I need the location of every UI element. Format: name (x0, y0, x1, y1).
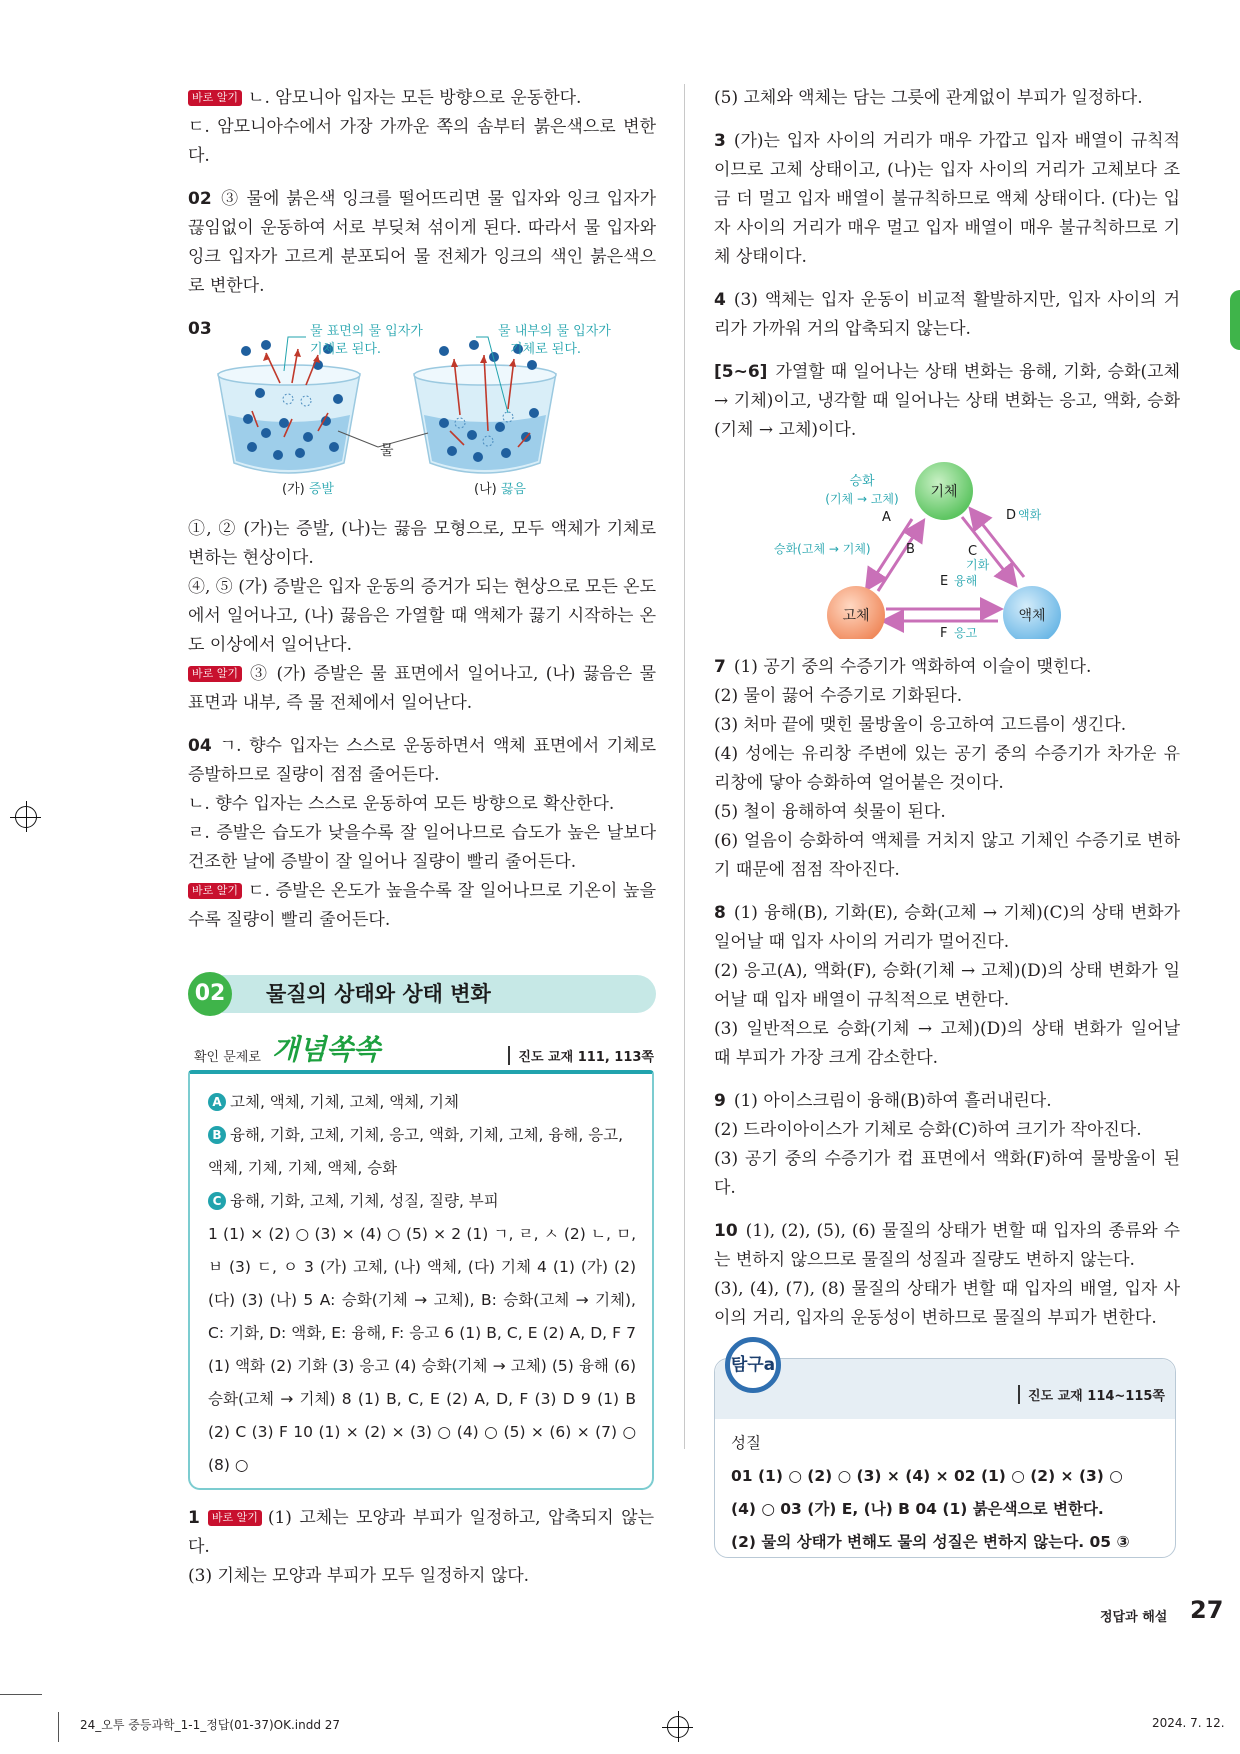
q3-paragraph: 3 (가)는 입자 사이의 거리가 매우 가깝고 입자 배열이 규칙적이므로 고체 상태이고, (나)는 입자 사이의 거리가 고체보다 조금 더 멀고 입자 배열이 불규칙하므로 액체 상태이다. (다)는 입자 사이의 거리가 매우 멀고 입자 배열이 매우 불규칙하므로 기체 상태이다. (714, 131, 1180, 267)
concept-answer-box (188, 1070, 654, 1490)
q02-paragraph: 02 ③ 물에 붉은색 잉크를 떨어뜨리면 물 입자와 잉크 입자가 끊임없이 운동하여 서로 부딪쳐 섞이게 된다. 따라서 물 입자와 잉크 입자가 고르게 분포되어 물 전체가 잉크의 색인 붉은색으로 변한다. (188, 189, 656, 296)
label-inner: 물 내부의 물 입자가 (498, 324, 611, 339)
caption-b: 끓음 (500, 482, 526, 497)
vaporization-label: 기화 (966, 558, 990, 572)
q1-line-2: (3) 기체는 모양과 부피가 모두 일정하지 않다. (188, 1566, 530, 1586)
sublimation-deposition-detail: (기체 → 고체) (825, 492, 899, 506)
q7-line-2: (2) 물이 끓어 수증기로 기화된다. (714, 686, 963, 706)
inquiry-title: 성질 (731, 1434, 761, 1452)
inquiry-magnifier-icon: 탐구a (725, 1337, 781, 1393)
section-title-text: 물질의 상태와 상태 변화 (266, 982, 491, 1006)
label-surface: 물 표면의 물 입자가 (310, 324, 423, 339)
caption-b-prefix: (나) (474, 482, 501, 497)
q10-paragraph-2: (3), (4), (7), (8) 물질의 상태가 변할 때 입자의 배열, 입자 사이의 거리, 입자의 운동성이 변하므로 물질의 부피가 변한다. (714, 1279, 1180, 1328)
q03-paragraph-3: 바로 알기 ③ (가) 증발은 물 표면에서 일어나고, (나) 끓음은 물 표면과 내부, 즉 물 전체에서 일어난다. (188, 664, 656, 713)
correction-badge: 바로 알기 (208, 1510, 262, 1526)
label-water: 물 (380, 443, 394, 459)
q7-line-3: (3) 처마 끝에 맺힌 물방울이 응고하여 고드름이 생긴다. (714, 715, 1127, 735)
letter-d: D (1006, 508, 1017, 523)
letter-f: F (940, 626, 948, 639)
q8-line-3: (3) 일반적으로 승화(기체 → 고체)(D)의 상태 변화가 일어날 때 부피가 가장 크게 감소한다. (714, 1019, 1180, 1068)
caption-a-prefix: (가) (282, 482, 309, 497)
melting-label: 융해 (954, 574, 978, 588)
q4-paragraph: 4 (3) 액체는 입자 운동이 비교적 활발하지만, 입자 사이의 거리가 가까워 거의 압축되지 않는다. (714, 290, 1180, 339)
label-b-badge: B (208, 1126, 226, 1144)
q7-line-1: 7 (1) 공기 중의 수증기가 액화하여 이슬이 맺힌다. (714, 657, 1092, 677)
q8-line-2: (2) 응고(A), 액화(F), 승화(기체 → 고체)(D)의 상태 변화가 일어날 때 입자 배열이 규칙적으로 변한다. (714, 961, 1180, 1010)
q04-paragraph-1: 04 ㄱ. 향수 입자는 스스로 운동하면서 액체 표면에서 기체로 증발하므로 질량이 점점 줄어든다. (188, 736, 656, 785)
concept-row-b: B 융해, 기화, 고체, 기체, 응고, 액화, 기체, 고체, 융해, 응고, 액체, 기체, 기체, 액체, 승화 (208, 1126, 624, 1177)
left-column (188, 84, 656, 935)
q03-number: 03 (188, 319, 212, 339)
freezing-label: 응고 (954, 626, 978, 639)
caption-a: 증발 (308, 482, 334, 497)
inquiry-box (714, 1355, 1176, 1558)
inquiry-body (731, 1427, 1161, 1559)
inquiry-line-2: (4) ○ 03 (가) E, (나) B 04 (1) 붉은색으로 변한다. (731, 1500, 1104, 1518)
q9-line-3: (3) 공기 중의 수증기가 컵 표면에서 액화(F)하여 물방울이 된다. (714, 1149, 1180, 1198)
q03-figure (188, 315, 656, 501)
inquiry-line-3: (2) 물의 상태가 변해도 물의 성질은 변하지 않는다. 05 ③ (731, 1533, 1130, 1551)
concept-row-a: A 고체, 액체, 기체, 고체, 액체, 기체 (208, 1086, 636, 1119)
section-number: 02 (188, 972, 232, 1016)
concept-header-small: 확인 문제로 (194, 1050, 261, 1065)
q03-paragraph-1: ①, ② (가)는 증발, (나)는 끓음 모형으로, 모두 액체가 기체로 변하는 현상이다. (188, 519, 656, 568)
print-file-name: 24_오투 중등과학_1-1_정답(01-37)OK.indd 27 (80, 1718, 341, 1732)
concept-header-big: 개념쏙쏙 (272, 1033, 381, 1066)
inquiry-line-1: 01 (1) ○ (2) ○ (3) × (4) × 02 (1) ○ (2) × (3) ○ (731, 1467, 1123, 1485)
evaporation-boiling-illustration (188, 315, 656, 501)
concept-row-c: C 융해, 기화, 고체, 기체, 성질, 질량, 부피 (208, 1185, 636, 1218)
q7-line-5: (5) 철이 융해하여 쇳물이 된다. (714, 802, 946, 822)
q8-line-1: 8 (1) 융해(B), 기화(E), 승화(고체 → 기체)(C)의 상태 변화가 일어날 때 입자 사이의 거리가 멀어진다. (714, 903, 1180, 952)
column-divider (684, 84, 685, 1449)
label-surface-2: 기체로 된다. (310, 342, 382, 357)
inquiry-page-ref: 진도 교재 114~115쪽 (1018, 1385, 1165, 1404)
label-c-badge: C (208, 1192, 226, 1210)
q04-paragraph-2: ㄴ. 향수 입자는 스스로 운동하여 모든 방향으로 확산한다. (188, 794, 615, 814)
q56-paragraph: [5~6] 가열할 때 일어나는 상태 변화는 융해, 기화, 승화(고체 → 기체)이고, 냉각할 때 일어나는 상태 변화는 응고, 액화, 승화(기체 → 고체)이다. (714, 362, 1180, 440)
svg-text:(나) 끓음 (474, 481, 526, 497)
correction-badge: 바로 알기 (188, 883, 242, 899)
page-number: 27 (1190, 1596, 1224, 1624)
q03-paragraph-2: ④, ⑤ (가) 증발은 입자 운동의 증거가 되는 현상으로 모든 온도에서 일어나고, (나) 끓음은 가열할 때 액체가 끓기 시작하는 온도 이상에서 일어난다. (188, 577, 656, 655)
gas-label: 기체 (930, 484, 958, 500)
solid-label: 고체 (842, 608, 870, 624)
registration-mark-icon (15, 806, 37, 828)
right-column (714, 84, 1180, 1333)
state-change-diagram (714, 459, 1180, 639)
concept-header (192, 1028, 654, 1068)
crop-mark (0, 1694, 42, 1695)
q7-line-4: (4) 성에는 유리창 주변에 있는 공기 중의 수증기가 차가운 유리창에 닿아 승화하여 얼어붙은 것이다. (714, 744, 1180, 793)
print-date: 2024. 7. 12. (1152, 1716, 1225, 1730)
q1-line-1: 1 바로 알기 (1) 고체는 모양과 부피가 일정하고, 압축되지 않는다. (188, 1508, 654, 1557)
q04-paragraph-4: 바로 알기 ㄷ. 증발은 온도가 높을수록 잘 일어나므로 기온이 높을수록 질량이 빨리 줄어든다. (188, 881, 656, 930)
footer-label: 정답과 해설 (1100, 1610, 1168, 1625)
state-change-svg (714, 459, 1180, 639)
label-a-badge: A (208, 1093, 226, 1111)
liquid-label: 액체 (1018, 608, 1046, 624)
ammonia-line-2: ㄷ. 암모니아수에서 가장 가까운 쪽의 솜부터 붉은색으로 변한다. (188, 117, 656, 166)
sublimation-deposition-label: 승화 (849, 474, 875, 489)
q9-line-2: (2) 드라이아이스가 기체로 승화(C)하여 크기가 작아진다. (714, 1120, 1142, 1140)
q7-line-6: (6) 얼음이 승화하여 액체를 거치지 않고 기체인 수증기로 변하기 때문에 점점 작아진다. (714, 831, 1180, 880)
letter-e: E (940, 574, 949, 589)
correction-badge: 바로 알기 (188, 666, 242, 682)
side-tab (1230, 290, 1240, 350)
ammonia-line-1: 바로 알기 ㄴ. 암모니아 입자는 모든 방향으로 운동한다. (188, 84, 656, 113)
letter-a: A (882, 510, 891, 525)
p5-line: (5) 고체와 액체는 담는 그릇에 관계없이 부피가 일정하다. (714, 88, 1143, 108)
svg-text:(가) 증발 (282, 481, 334, 497)
concept-answers: 1 (1) × (2) ○ (3) × (4) ○ (5) × 2 (1) ㄱ, ㄹ, ㅅ (2) ㄴ, ㅁ, ㅂ (3) ㄷ, ㅇ 3 (가) 고체, (나) 액체, (다) 기체 4 (1) (가) (2) (다) (3) (나) 5 A: 승화(기체 → 고체), B: 승화(고체 → 기체), C: 기화, D: 액화, E: 융해, F: 응고 6 (1) B, C, E (2) A, D, F 7 (1) 액화 (2) 기화 (3) 응고 (4) 승화(기체 → 고체) (5) 융해 (6) 승화(고체 → 기체) 8 (1) B, C, E (2) A, D, F (3) D 9 (1) B (2) C (3) F 10 (1) × (2) × (3) ○ (4) ○ (5) × (6) × (7) ○ (8) ○ (208, 1225, 636, 1474)
registration-mark-icon (667, 1716, 689, 1738)
q04-paragraph-3: ㄹ. 증발은 습도가 낮을수록 잘 일어나므로 습도가 높은 날보다 건조한 날에 증발이 잘 일어나 질량이 빨리 줄어든다. (188, 823, 656, 872)
condensation-label: 액화 (1018, 508, 1042, 522)
concept-page-ref: 진도 교재 111, 113쪽 (508, 1046, 654, 1065)
correction-badge: 바로 알기 (188, 90, 242, 106)
q10-paragraph-1: 10 (1), (2), (5), (6) 물질의 상태가 변할 때 입자의 종류와 수는 변하지 않으므로 물질의 성질과 질량도 변하지 않는다. (714, 1221, 1180, 1270)
q9-line-1: 9 (1) 아이스크림이 융해(B)하여 흘러내린다. (714, 1091, 1052, 1111)
section-title (188, 972, 656, 1016)
letter-c: C (968, 544, 978, 559)
sublimation-label: 승화(고체 → 기체) (774, 542, 871, 556)
crop-mark (58, 1712, 59, 1742)
q1-explanation (188, 1504, 654, 1591)
label-inner-2: 기체로 된다. (510, 342, 582, 357)
letter-b: B (906, 542, 915, 557)
